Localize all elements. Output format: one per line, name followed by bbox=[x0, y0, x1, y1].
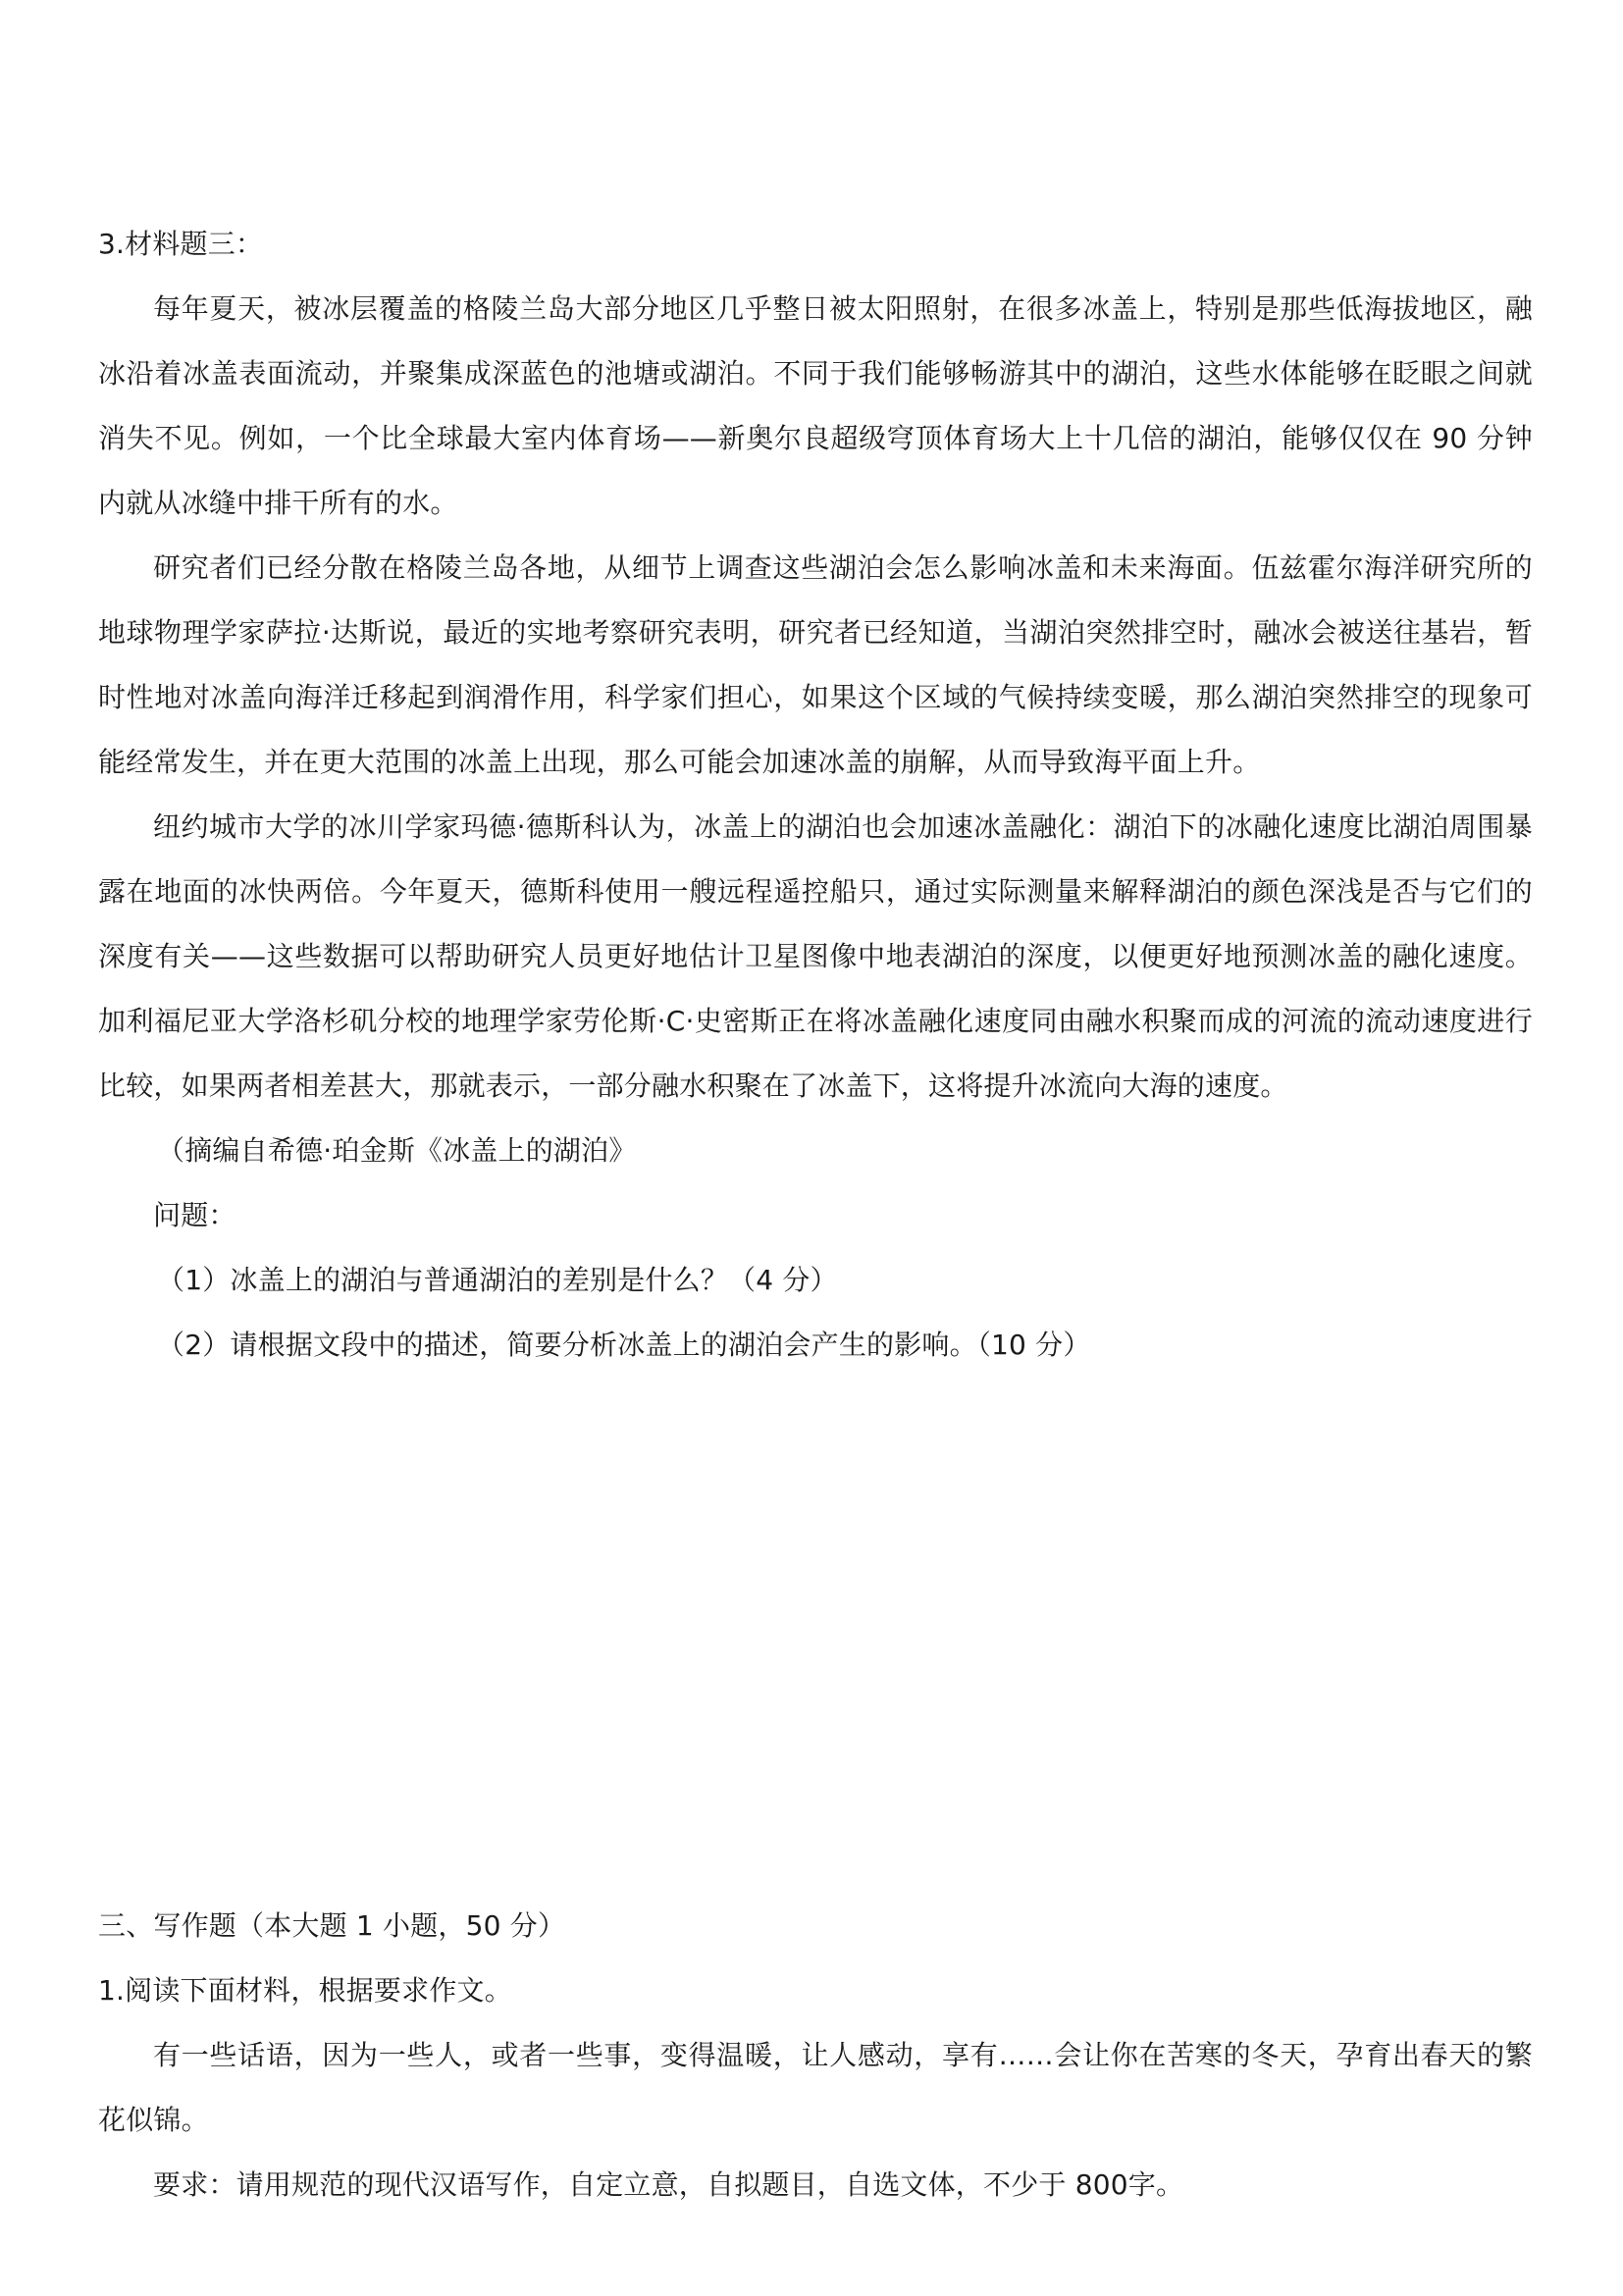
material-paragraph: 研究者们已经分散在格陵兰岛各地，从细节上调查这些湖泊会怎么影响冰盖和未来海面。伍兹霍尔海洋研究所的地球物理学家萨拉·达斯说，最近的实地考察研究表明，研究者已经知道，当湖泊突然排空时，融冰会被送往基岩，暂时性地对冰盖向海洋迁移起到润滑作用，科学家们担心，如果这个区域的气候持续变暖，那么湖泊突然排空的现象可能经常发生，并在更大范围的冰盖上出现，那么可能会加速冰盖的崩解，从而导致海平面上升。 bbox=[98, 551, 1533, 778]
writing-requirement: 要求：请用规范的现代汉语写作，自定立意，自拟题目，自选文体，不少于 800字。 bbox=[153, 2168, 1184, 2201]
material-section bbox=[98, 212, 1533, 1378]
material-paragraph: 纽约城市大学的冰川学家玛德·德斯科认为，冰盖上的湖泊也会加速冰盖融化：湖泊下的冰融化速度比湖泊周围暴露在地面的冰快两倍。今年夏天，德斯科使用一艘远程遥控船只，通过实际测量来解释湖泊的颜色深浅是否与它们的深度有关——这些数据可以帮助研究人员更好地估计卫星图像中地表湖泊的深度，以便更好地预测冰盖的融化速度。加利福尼亚大学洛杉矶分校的地理学家劳伦斯·C·史密斯正在将冰盖融化速度同由融水积聚而成的河流的流动速度进行比较，如果两者相差甚大，那就表示，一部分融水积聚在了冰盖下，这将提升冰流向大海的速度。 bbox=[98, 810, 1533, 1102]
questions-label: 问题： bbox=[153, 1199, 236, 1231]
writing-section bbox=[98, 1894, 1533, 2218]
question-item: （2）请根据文段中的描述，简要分析冰盖上的湖泊会产生的影响。（10 分） bbox=[157, 1329, 1091, 1361]
material-paragraph: 每年夏天，被冰层覆盖的格陵兰岛大部分地区几乎整日被太阳照射，在很多冰盖上，特别是那些低海拔地区，融冰沿着冰盖表面流动，并聚集成深蓝色的池塘或湖泊。不同于我们能够畅游其中的湖泊，这些水体能够在眨眼之间就消失不见。例如，一个比全球最大室内体育场——新奥尔良超级穹顶体育场大上十几倍的湖泊，能够仅仅在 90 分钟内就从冰缝中排干所有的水。 bbox=[98, 292, 1533, 519]
source-citation: （摘编自希德·珀金斯《冰盖上的湖泊》 bbox=[157, 1134, 637, 1167]
question-item: （1）冰盖上的湖泊与普通湖泊的差别是什么？（4 分） bbox=[157, 1264, 838, 1296]
material-heading: 3.材料题三： bbox=[98, 228, 264, 260]
writing-section-title: 三、写作题（本大题 1 小题，50 分） bbox=[98, 1909, 566, 1942]
writing-prompt: 有一些话语，因为一些人，或者一些事，变得温暖，让人感动，享有……会让你在苦寒的冬天，孕育出春天的繁花似锦。 bbox=[98, 2039, 1533, 2136]
writing-question-heading: 1.阅读下面材料，根据要求作文。 bbox=[98, 1974, 512, 2007]
